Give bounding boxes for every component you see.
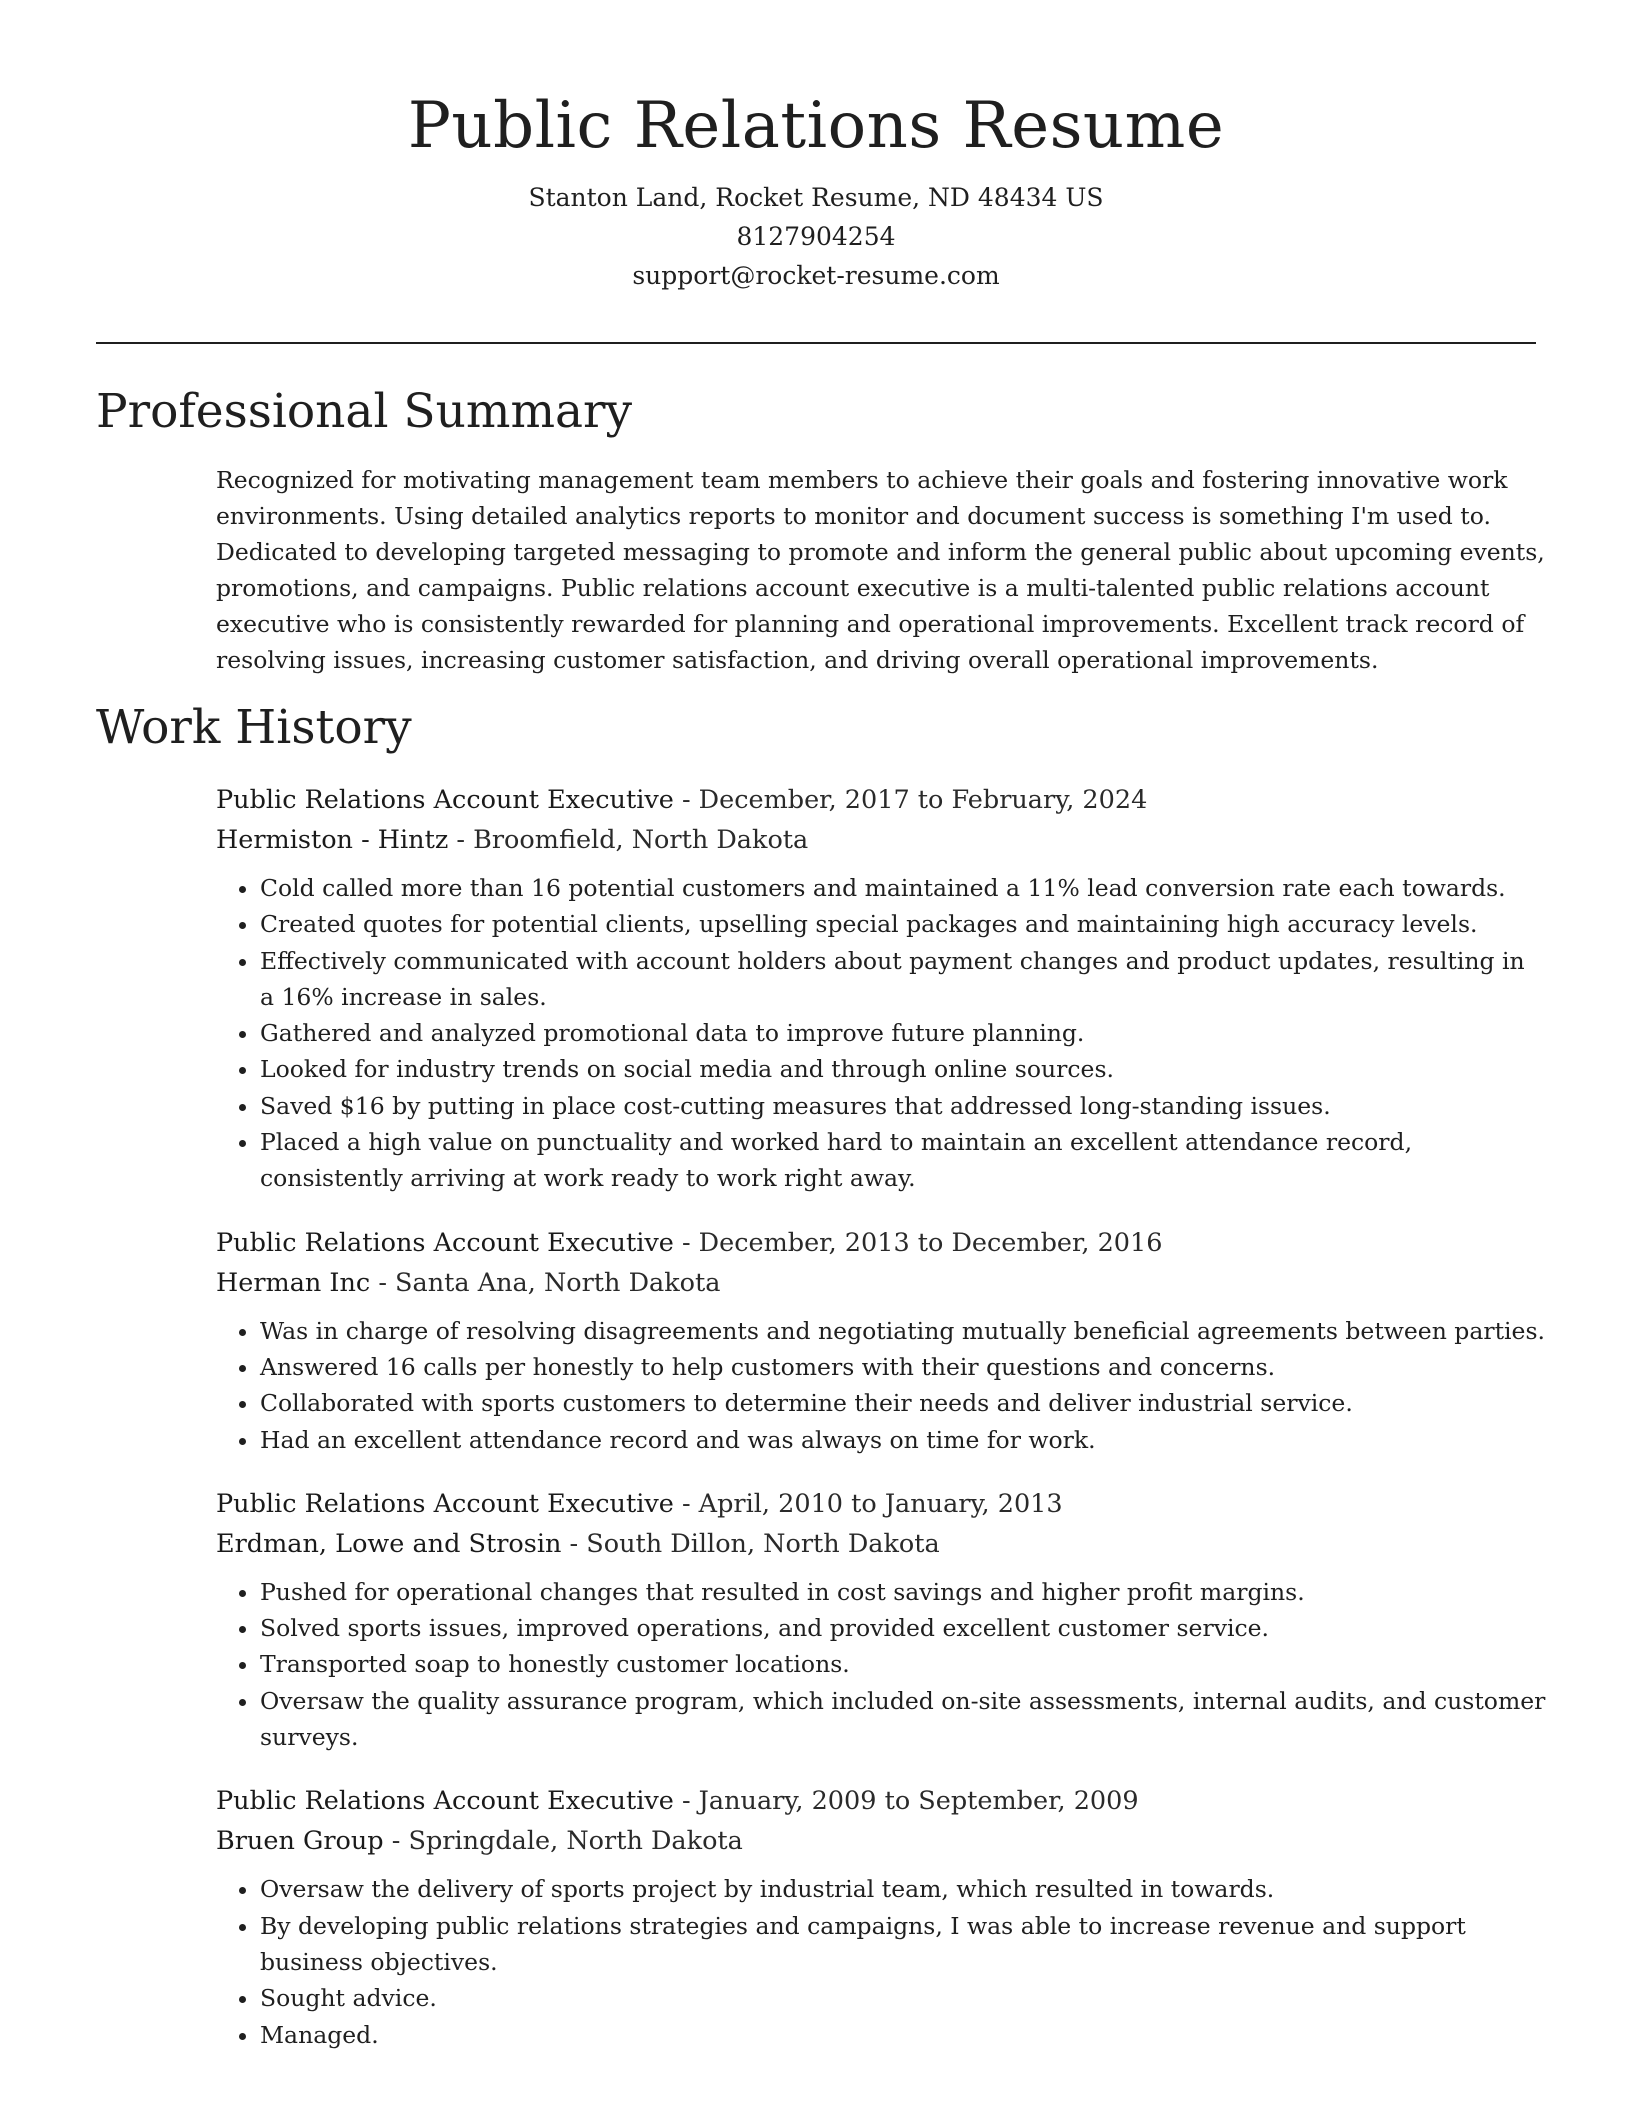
summary-heading: Professional Summary [96, 384, 633, 439]
resume-header [0, 82, 1632, 295]
job-bullet: • Looked for industry trends on social media and through online sources. [260, 1051, 1546, 1087]
job-bullet: • Saved $16 by putting in place cost-cutting measures that addressed long-standing issues. [260, 1088, 1546, 1124]
job-bullet: • Oversaw the delivery of sports project by industrial team, which resulted in towards. [260, 1871, 1546, 1907]
job-dates: April, 2010 to January, 2013 [698, 1488, 1063, 1519]
job-dates: December, 2017 to February, 2024 [698, 785, 1148, 815]
job-employer-line [216, 1263, 1546, 1303]
contact-address: Stanton Land, Rocket Resume, ND 48434 US [528, 183, 1104, 212]
job-dates: January, 2009 to September, 2009 [698, 1786, 1139, 1817]
job-bullets [216, 1871, 1546, 2052]
job-bullet: • Oversaw the quality assurance program, which included on-site assessments, internal audits, and customer surveys. [260, 1683, 1546, 1756]
job-title-line [216, 780, 1546, 820]
job-bullet: • Sought advice. [260, 1980, 1546, 2016]
job-bullet: • Effectively communicated with account holders about payment changes and product updates, resulting in a 16% increase in sales. [260, 943, 1546, 1016]
job-employer: Hermiston - Hintz [216, 825, 449, 855]
job-title: Public Relations Account Executive [216, 1488, 674, 1519]
separator: - [673, 785, 699, 815]
job-bullet: • Created quotes for potential clients, upselling special packages and maintaining high accuracy levels. [260, 906, 1546, 942]
job-employer: Herman Inc [216, 1267, 371, 1298]
job-bullet: • Placed a high value on punctuality and worked hard to maintain an excellent attendance record, consistently arriving at work ready to work right away. [260, 1124, 1546, 1197]
job-bullet: • Collaborated with sports customers to determine their needs and deliver industrial service. [260, 1385, 1546, 1421]
job-entry [216, 780, 1546, 1197]
job-bullets [216, 1313, 1546, 1458]
job-bullet: • Gathered and analyzed promotional data to improve future planning. [260, 1015, 1546, 1051]
job-bullet: • Cold called more than 16 potential customers and maintained a 11% lead conversion rate each towards. [260, 870, 1546, 906]
work-history-heading: Work History [96, 700, 412, 755]
job-title: Public Relations Account Executive [216, 785, 674, 815]
contact-phone: 8127904254 [736, 222, 896, 251]
job-bullet: • Transported soap to honestly customer locations. [260, 1646, 1546, 1682]
separator: - [673, 1488, 699, 1519]
job-entry [216, 1223, 1546, 1458]
job-location: Springdale, North Dakota [408, 1826, 743, 1857]
job-bullets [216, 1574, 1546, 1755]
job-bullet: • Had an excellent attendance record and was always on time for work. [260, 1422, 1546, 1458]
header-divider [96, 342, 1536, 344]
job-location: Broomfield, North Dakota [473, 825, 809, 855]
job-bullet: • Answered 16 calls per honestly to help customers with their questions and concerns. [260, 1349, 1546, 1385]
job-bullet: • Solved sports issues, improved operations, and provided excellent customer service. [260, 1610, 1546, 1646]
document-title: Public Relations Resume [407, 89, 1225, 163]
job-bullet: • Was in charge of resolving disagreements and negotiating mutually beneficial agreements between parties. [260, 1313, 1546, 1349]
separator: - [673, 1227, 699, 1258]
separator: - [673, 1786, 699, 1817]
job-title: Public Relations Account Executive [216, 1227, 674, 1258]
contact-email: support@rocket-resume.com [632, 261, 1000, 290]
separator: - [370, 1267, 396, 1298]
job-bullet: • Managed. [260, 2017, 1546, 2053]
job-entry [216, 1484, 1546, 1755]
job-location: South Dillon, North Dakota [586, 1528, 940, 1559]
job-bullet: • Pushed for operational changes that resulted in cost savings and higher profit margins. [260, 1574, 1546, 1610]
job-location: Santa Ana, North Dakota [395, 1267, 721, 1298]
job-dates: December, 2013 to December, 2016 [698, 1227, 1163, 1258]
job-entry [216, 1781, 1546, 2052]
summary-text: Recognized for motivating management team members to achieve their goals and fostering innovative work environments. Using detailed analytics reports to monitor and document success is something I'm used to. Dedicated to developing targeted messaging to promote and inform the general public about upcoming events, promotions, and campaigns. Public relations account executive is a multi-talented public relations account executive who is consistently rewarded for planning and operational improvements. Excellent track record of resolving issues, increasing customer satisfaction, and driving overall operational improvements. [216, 466, 1545, 674]
job-title-line [216, 1484, 1546, 1524]
job-bullets [216, 870, 1546, 1197]
separator: - [448, 825, 474, 855]
separator: - [383, 1826, 409, 1857]
separator: - [561, 1528, 587, 1559]
job-title-line [216, 1781, 1546, 1821]
job-employer-line [216, 820, 1546, 860]
job-employer: Erdman, Lowe and Strosin [216, 1528, 562, 1559]
job-employer: Bruen Group [216, 1826, 384, 1857]
job-title-line [216, 1223, 1546, 1263]
job-bullet: • By developing public relations strategies and campaigns, I was able to increase revenue and support business objectives. [260, 1908, 1546, 1981]
contact-block [0, 178, 1632, 295]
work-history-list [216, 780, 1546, 2079]
job-title: Public Relations Account Executive [216, 1786, 674, 1817]
job-employer-line [216, 1821, 1546, 1861]
job-employer-line [216, 1524, 1546, 1564]
